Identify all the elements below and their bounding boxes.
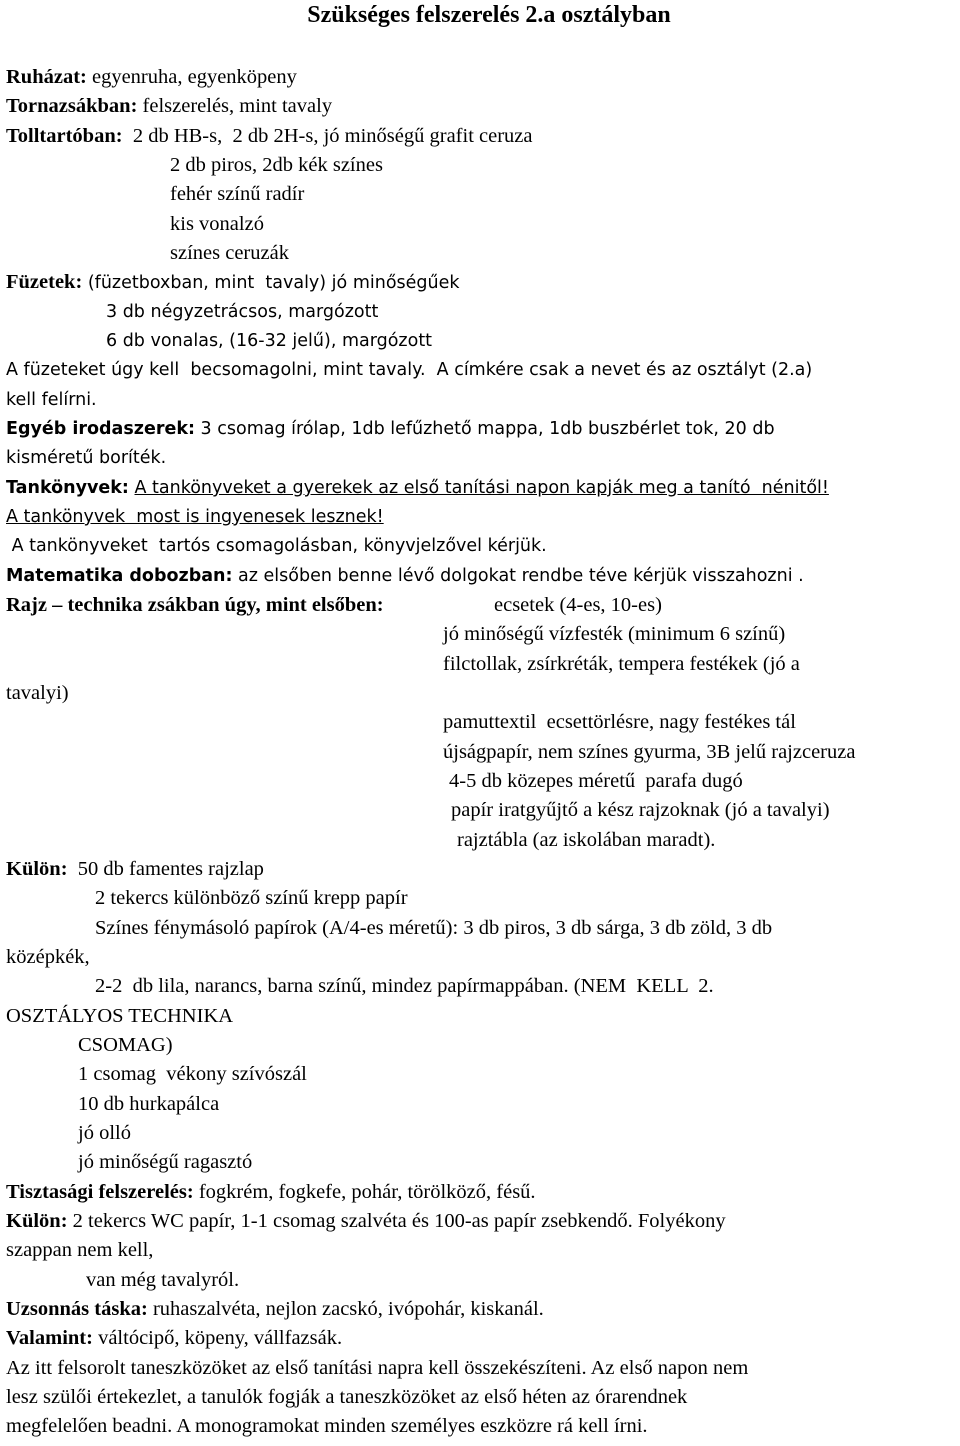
line-art-bag-6: 4-5 db közepes méretű parafa dugó — [449, 770, 743, 792]
line-pencil-case-4: kis vonalzó — [170, 213, 264, 235]
line-pencil-case-5: színes ceruzák — [170, 242, 289, 264]
line-pencil-case: Tolltartóban: 2 db HB-s, 2 db 2H-s, jó minőségű grafit ceruza — [6, 125, 533, 147]
line-notebooks-2: 3 db négyzetrácsos, margózott — [106, 302, 379, 322]
line-separate-5: 1 csomag vékony szívószál — [78, 1063, 307, 1085]
line-notebooks: Füzetek: (füzetboxban, mint tavaly) jó minőségűek — [6, 271, 460, 293]
line-gym-bag: Tornazsákban: felszerelés, mint tavaly — [6, 95, 333, 117]
line-textbooks-2: A tankönyvek most is ingyenesek lesznek! — [6, 507, 384, 527]
line-art-bag: Rajz – technika zsákban úgy, mint elsőben: ecsetek (4-es, 10-es) — [6, 594, 662, 616]
line-art-bag-8: rajztábla (az iskolában maradt). — [457, 829, 716, 851]
line-separate-b: Külön: 2 tekercs WC papír, 1-1 csomag szalvéta és 100-as papír zsebkendő. Folyékony — [6, 1210, 726, 1232]
line-separate-2: 2 tekercs különböző színű krepp papír — [95, 887, 408, 909]
line-art-bag-2: jó minőségű vízfesték (minimum 6 színű) — [443, 623, 786, 645]
line-snack-bag: Uzsonnás táska: ruhaszalvéta, nejlon zacskó, ivópohár, kiskanál. — [6, 1298, 544, 1320]
line-hygiene: Tisztasági felszerelés: fogkrém, fogkefe, pohár, törölköző, fésű. — [6, 1181, 536, 1203]
line-separate-4-wrap-2: CSOMAG) — [78, 1034, 173, 1056]
line-math-box: Matematika dobozban: az elsőben benne lévő dolgokat rendbe téve kérjük visszahozni . — [6, 566, 804, 586]
line-separate-3-wrap: középkék, — [6, 946, 90, 968]
line-notebooks-wrap: A füzeteket úgy kell becsomagolni, mint tavaly. A címkére csak a nevet és az osztályt (2.a) — [6, 360, 813, 380]
line-separate-4-wrap: OSZTÁLYOS TECHNIKA — [6, 1005, 234, 1027]
line-office-supplies: Egyéb irodaszerek: 3 csomag írólap, 1db lefűzhető mappa, 1db buszbérlet tok, 20 db — [6, 419, 775, 439]
line-art-bag-7: papír iratgyűjtő a kész rajzoknak (jó a tavalyi) — [451, 799, 830, 821]
line-textbooks-3: A tankönyveket tartós csomagolásban, könyvjelzővel kérjük. — [6, 536, 547, 556]
page-title: Szükséges felszerelés 2.a osztályban — [307, 2, 671, 28]
line-pencil-case-3: fehér színű radír — [170, 183, 305, 205]
line-notebooks-wrap-2: kell felírni. — [6, 390, 97, 410]
line-textbooks: Tankönyvek: A tankönyveket a gyerekek az első tanítási napon kapják meg a tanító nénitől! — [6, 478, 829, 498]
line-closing-2: lesz szülői értekezlet, a tanulók fogják a taneszközöket az első héten az órarendnek — [6, 1386, 688, 1408]
line-clothing: Ruházat: egyenruha, egyenköpeny — [6, 66, 297, 88]
line-separate-b-2: szappan nem kell, — [6, 1239, 154, 1261]
line-separate-3: Színes fénymásoló papírok (A/4-es méretű): 3 db piros, 3 db sárga, 3 db zöld, 3 db — [95, 917, 773, 939]
line-pencil-case-2: 2 db piros, 2db kék színes — [170, 154, 383, 176]
line-separate-6: 10 db hurkapálca — [78, 1093, 220, 1115]
line-office-supplies-2: kisméretű boríték. — [6, 448, 167, 468]
line-art-bag-4: pamuttextil ecsettörlésre, nagy festékes tál — [443, 711, 796, 733]
line-art-bag-5: újságpapír, nem színes gyurma, 3B jelű rajzceruza — [443, 741, 856, 763]
line-separate-b-3: van még tavalyról. — [86, 1269, 240, 1291]
line-separate-8: jó minőségű ragasztó — [78, 1151, 253, 1173]
line-notebooks-3: 6 db vonalas, (16-32 jelű), margózott — [106, 331, 433, 351]
line-closing-1: Az itt felsorolt taneszközöket az első tanítási napra kell összekészíteni. Az első napon nem — [6, 1357, 749, 1379]
line-separate-4: 2-2 db lila, narancs, barna színű, mindez papírmappában. (NEM KELL 2. — [95, 975, 714, 997]
line-separate-7: jó olló — [78, 1122, 131, 1144]
line-separate: Külön: 50 db famentes rajzlap — [6, 858, 264, 880]
line-closing-3: megfelelően beadni. A monogramokat minden személyes eszközre rá kell írni. — [6, 1415, 648, 1437]
line-art-bag-3-wrap: tavalyi) — [6, 682, 69, 704]
line-also: Valamint: váltócipő, köpeny, vállfazsák. — [6, 1327, 343, 1349]
line-art-bag-3: filctollak, zsírkréták, tempera festékek (jó a — [443, 653, 800, 675]
